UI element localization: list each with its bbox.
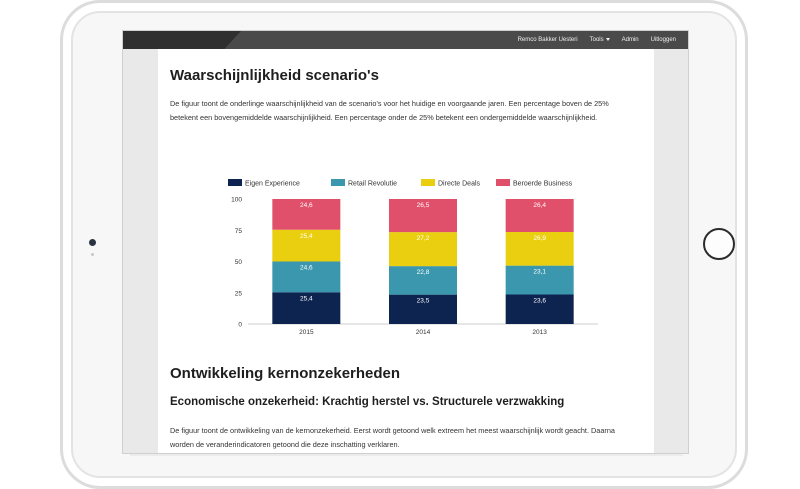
data-label: 25,4 xyxy=(300,295,313,303)
nav-logout-link[interactable]: Uitloggen xyxy=(650,37,676,43)
y-tick-label: 100 xyxy=(231,196,242,204)
legend-label: Eigen Experience xyxy=(245,180,300,188)
stacked-bar-chart xyxy=(208,169,608,337)
nav-user-link[interactable]: Remco Bakker Uesteri xyxy=(517,37,578,43)
data-label: 22,8 xyxy=(416,269,430,277)
main-content xyxy=(158,49,654,454)
section-intro: De figuur toont de onderlinge waarschijnlijkheid van de scenario's voor het huidige en voorgaande jaren. Een percentage boven de 25% betekent een bovengemiddelde waarschijnlijkheid. Een percentage onder de 25% betekent een ondergemiddelde waarschijnlijkheid. xyxy=(170,99,609,122)
home-button[interactable] xyxy=(703,228,735,260)
x-tick-label: 2015 xyxy=(299,329,314,336)
data-label: 26,5 xyxy=(416,202,430,209)
legend-label: Directe Deals xyxy=(438,180,481,188)
nav-tools-label: Tools xyxy=(589,37,604,43)
nav-admin-link[interactable]: Admin xyxy=(621,37,639,43)
y-tick-label: 75 xyxy=(234,227,242,235)
legend-swatch xyxy=(496,179,510,186)
screen-bottom-edge xyxy=(130,454,683,456)
camera-icon xyxy=(89,239,96,246)
data-label: 25,4 xyxy=(300,232,313,240)
section2-subtitle: Economische onzekerheid: Krachtig herstel vs. Structurele verzwakking xyxy=(170,396,565,408)
x-tick-label: 2013 xyxy=(532,329,547,336)
navbar xyxy=(123,31,689,49)
section2-title: Ontwikkeling kernonzekerheden xyxy=(170,365,401,382)
legend-swatch xyxy=(421,179,435,186)
navbar-brand-area xyxy=(123,31,241,49)
data-label: 27,2 xyxy=(416,235,430,243)
legend-label: Retail Revolutie xyxy=(348,180,398,188)
x-tick-label: 2014 xyxy=(415,329,431,336)
legend-swatch xyxy=(331,179,345,186)
y-tick-label: 50 xyxy=(234,259,242,266)
caret-down-icon xyxy=(606,38,610,41)
data-label: 23,5 xyxy=(416,297,430,305)
sensor-dot xyxy=(91,253,94,256)
legend-swatch xyxy=(228,179,242,186)
section2-paragraph: De figuur toont de ontwikkeling van de kernonzekerheid. Eerst wordt getoond welk extreem het meest waarschijnlijk wordt geacht. Daarna worden de veranderindicatoren getoond die deze inschatting verklaren. xyxy=(170,426,615,449)
screen xyxy=(122,30,689,454)
y-tick-label: 0 xyxy=(238,321,242,329)
data-label: 26,9 xyxy=(533,235,546,242)
nav-tools-dropdown[interactable] xyxy=(590,37,610,43)
data-label: 23,6 xyxy=(533,297,546,305)
section-title: Waarschijnlijkheid scenario's xyxy=(170,67,379,84)
y-tick-label: 25 xyxy=(234,290,242,298)
data-label: 24,6 xyxy=(300,264,313,272)
navbar-menu xyxy=(518,31,676,49)
data-label: 24,6 xyxy=(300,202,313,209)
legend-label: Beroerde Business xyxy=(513,180,573,188)
data-label: 26,4 xyxy=(533,202,546,209)
data-label: 23,1 xyxy=(533,268,546,276)
